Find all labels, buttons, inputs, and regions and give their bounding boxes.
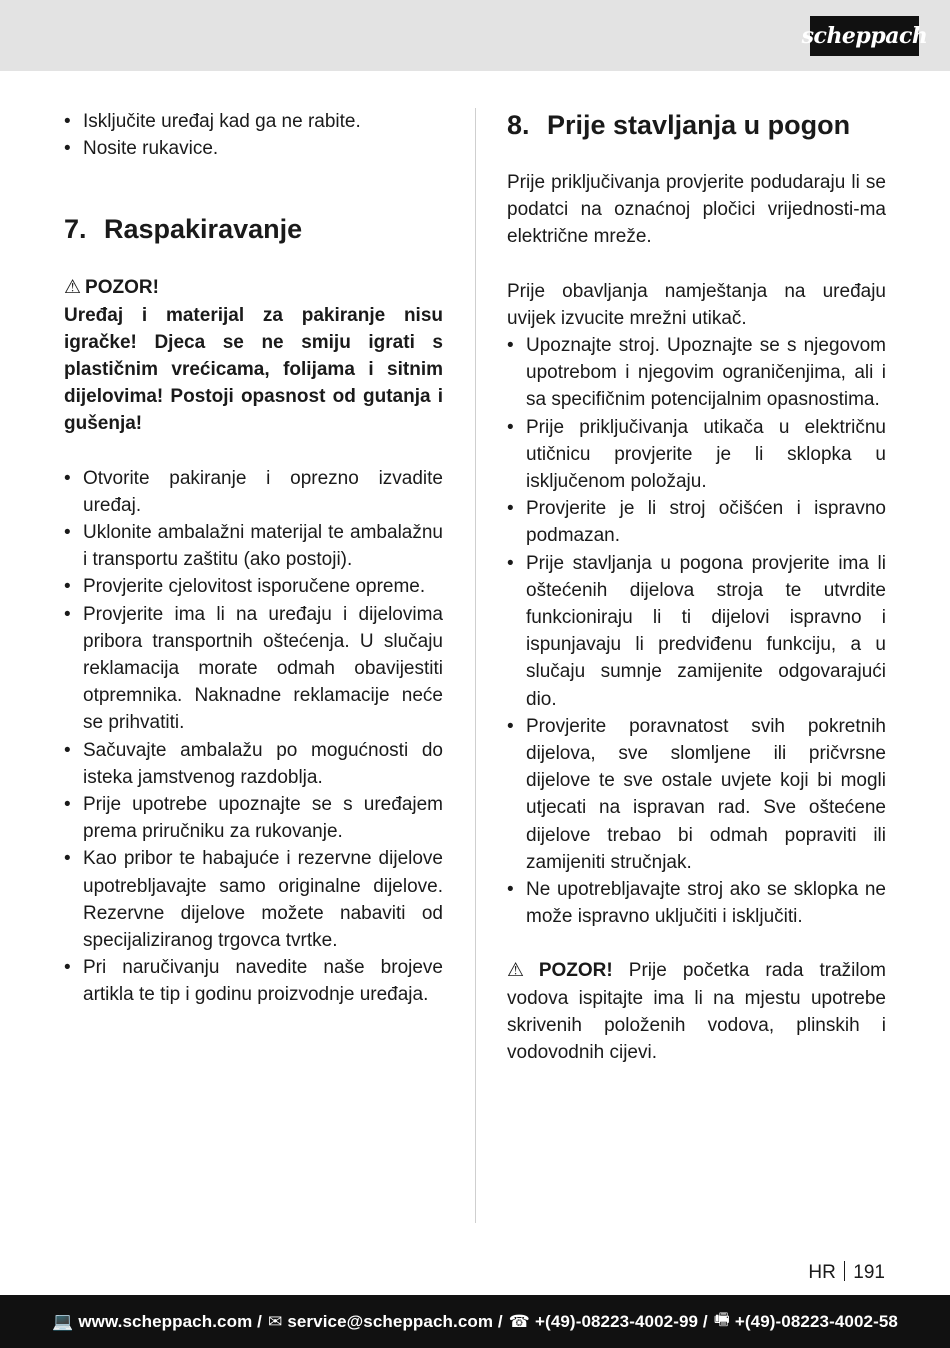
page-number-block <box>808 1259 885 1286</box>
warning-heading <box>64 274 443 301</box>
warning-label: POZOR! <box>85 277 159 299</box>
section-8-heading <box>507 108 886 142</box>
website-link[interactable]: www.scheppach.com / <box>78 1311 262 1331</box>
email-link[interactable]: service@scheppach.com / <box>287 1311 503 1331</box>
startup-list <box>507 332 886 930</box>
language-code: HR <box>808 1262 836 1283</box>
list-item: • Kao pribor te habajuće i rezervne dijelove upotrebljavajte samo originalne dijelove. Rezervne dijelove možete nabaviti od specijaliziranog trgovca tvrtke. <box>64 845 443 954</box>
list-item: • Otvorite pakiranje i oprezno izvadite uređaj. <box>64 465 443 519</box>
warning-label: POZOR! <box>538 960 613 982</box>
warning-triangle-icon: ⚠ <box>64 277 82 299</box>
list-item: • Prije priključivanja utikača u električnu utičnicu provjerite je li sklopka u isključenom položaju. <box>507 414 886 496</box>
intro-list <box>64 108 443 162</box>
list-item: • Sačuvajte ambalažu po mogućnosti do isteka jamstvenog razdoblja. <box>64 737 443 791</box>
list-item: • Provjerite je li stroj očišćen i ispravno podmazan. <box>507 495 886 549</box>
section-number: 8. <box>507 110 530 140</box>
page-number: 191 <box>853 1262 885 1283</box>
section-title: Prije stavljanja u pogon <box>547 110 851 140</box>
warning-triangle-icon: ⚠ <box>507 960 535 982</box>
column-divider <box>475 108 476 1223</box>
list-item: • Isključite uređaj kad ga ne rabite. <box>64 108 443 135</box>
list-item: • Provjerite poravnatost svih pokretnih dijelova, sve slomljene ili pričvrsne dijelove te sve ostale uvjete koji bi mogli utjecati na ispravan rad. Sve oštećene dijelove trebao bi odmah popraviti ili zamijeniti stručnjak. <box>507 713 886 876</box>
list-item: • Nosite rukavice. <box>64 135 443 162</box>
right-column <box>507 108 886 1066</box>
computer-icon: 💻 <box>52 1311 74 1331</box>
list-item: • Prije stavljanja u pogona provjerite ima li oštećenih dijelova stroja te utvrdite funkcioniraju li ti dijelovi ispravno i ispunjavaju li predviđenu funkciju, a u slučaju sumnje zamijenite odgovarajući dio. <box>507 550 886 713</box>
list-item: • Ne upotrebljavajte stroj ako se sklopka ne može ispravno uključiti i isključiti. <box>507 876 886 930</box>
separator <box>844 1261 846 1281</box>
list-item: • Upoznajte stroj. Upoznajte se s njegovom upotrebom i njegovim ograničenjima, ali i sa specifičnim potencijalnim opasnostima. <box>507 332 886 414</box>
left-column <box>64 108 443 1009</box>
list-item: • Provjerite cjelovitost isporučene opreme. <box>64 573 443 600</box>
list-item: • Prije upotrebe upoznajte se s uređajem prema priručniku za rukovanje. <box>64 791 443 845</box>
list-item: • Provjerite ima li na uređaju i dijelovima pribora transportnih oštećenja. U slučaju reklamacija morate odmah obavijestiti otpremnika. Naknadne reklamacije neće se prihvatiti. <box>64 601 443 737</box>
contact-bar <box>0 1295 950 1348</box>
warning-text: Prije početka rada tražilom vodova ispitajte ima li na mjestu upotrebe skrivenih položenih vodova, plinskih i vodovodnih cijevi. <box>507 960 887 1064</box>
header-bar <box>0 0 950 71</box>
phone-icon: ☎ <box>508 1311 531 1331</box>
fax-number: +(49)-08223-4002-58 <box>734 1311 898 1331</box>
section-7-heading <box>64 212 443 246</box>
mail-icon: ✉ <box>267 1311 283 1331</box>
fax-icon: 🖷 <box>713 1310 730 1329</box>
section-number: 7. <box>64 214 87 245</box>
unpacking-list <box>64 465 443 1009</box>
brand-logo: scheppach <box>810 16 919 56</box>
paragraph: Prije obavljanja namještanja na uređaju uvijek izvucite mrežni utikač. <box>507 280 886 329</box>
list-item: • Uklonite ambalažni materijal te ambalažnu i transportu zaštitu (ako postoji). <box>64 519 443 573</box>
phone-number: +(49)-08223-4002-99 / <box>535 1311 708 1331</box>
list-item: • Pri naručivanju navedite naše brojeve artikla te tip i godinu proizvodnje uređaja. <box>64 954 443 1008</box>
warning-paragraph <box>507 957 886 1066</box>
warning-text: Uređaj i materijal za pakiranje nisu igračke! Djeca se ne smiju igrati s plastičnim vrećicama, folijama i sitnim dijelovima! Postoji opasnost od gutanja i gušenja! <box>64 304 443 435</box>
section-title: Raspakiravanje <box>104 214 303 245</box>
paragraph: Prije priključivanja provjerite podudaraju li se podatci na oznaćnoj pločici vrijednosti-ma električne mreže. <box>507 172 886 248</box>
